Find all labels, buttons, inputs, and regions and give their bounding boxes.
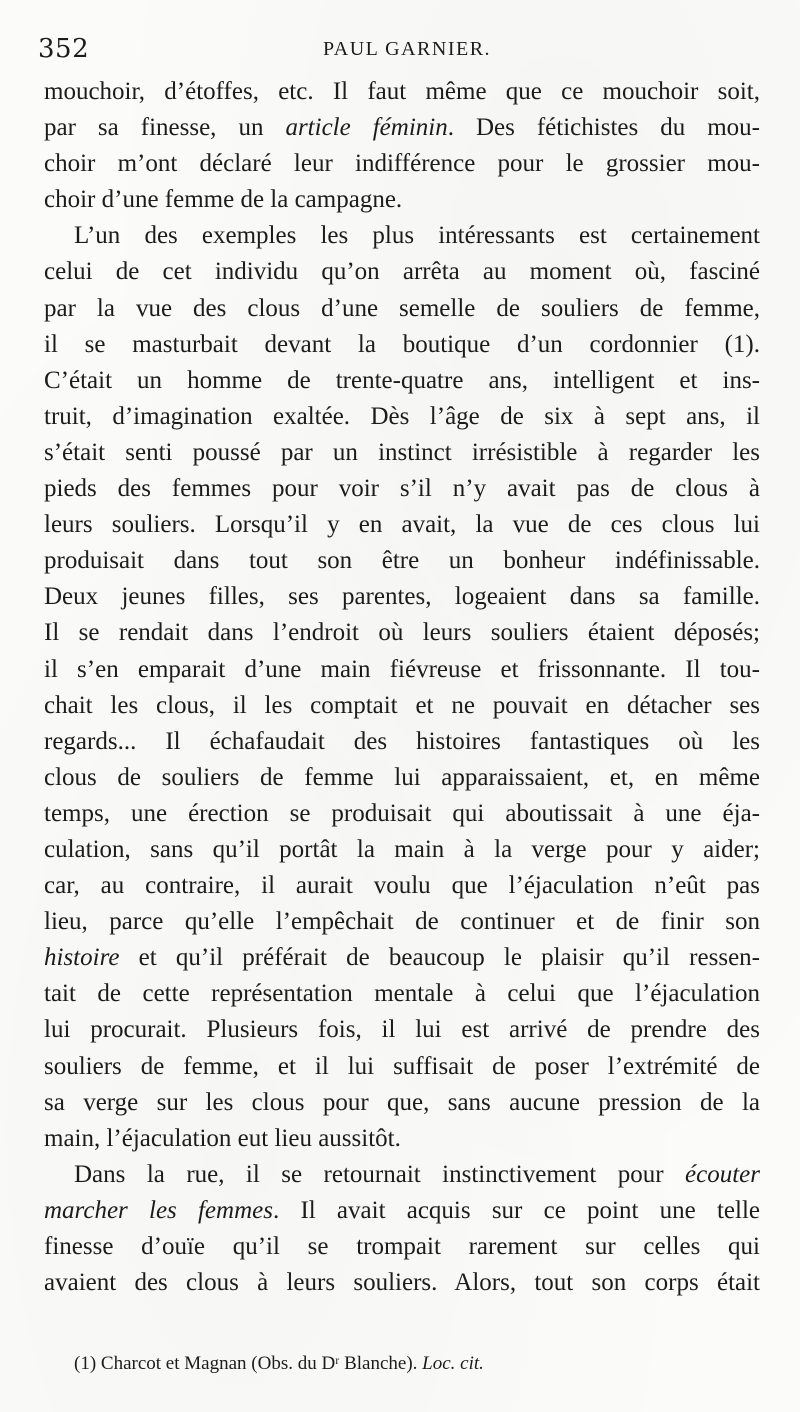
italic-text-segment: marcher les femmes — [44, 1196, 273, 1224]
text-line — [44, 796, 760, 832]
text-line — [44, 471, 760, 507]
text-line — [44, 976, 760, 1012]
text-line — [44, 435, 760, 471]
text-line — [44, 1265, 760, 1301]
text-segment: tait de cette représentation mentale à celui que l’éjaculation — [44, 980, 760, 1008]
text-segment: lieu, parce qu’elle l’empêchait de continuer et de finir son — [44, 908, 760, 936]
text-segment: souliers de femme, et il lui suffisait de poser l’extrémité de — [44, 1052, 760, 1080]
text-line — [44, 579, 760, 615]
text-segment: mouchoir, d’étoffes, etc. Il faut même que ce mouchoir soit, — [44, 78, 760, 105]
text-line — [44, 652, 760, 688]
body-text — [44, 74, 760, 1301]
text-line — [44, 74, 760, 110]
text-segment: . Des fétichistes du mou- — [447, 114, 761, 142]
text-segment: lui procurait. Plusieurs fois, il lui est arrivé de prendre des — [44, 1016, 760, 1044]
text-segment: chait les clous, il les comptait et ne pouvait en détacher ses — [44, 691, 760, 719]
text-line — [44, 254, 760, 290]
text-line — [44, 291, 760, 327]
text-segment: choir d’une femme de la campagne. — [44, 186, 403, 214]
text-line — [44, 218, 760, 254]
text-line — [44, 904, 760, 940]
text-line — [44, 1049, 760, 1085]
text-segment: temps, une érection se produisait qui aboutissait à une éja- — [44, 799, 760, 827]
text-line — [44, 1012, 760, 1048]
text-line — [44, 615, 760, 651]
text-segment: s’était senti poussé par un instinct irrésistible à regarder les — [44, 438, 760, 466]
italic-text-segment: article féminin — [285, 114, 448, 142]
text-line — [44, 363, 760, 399]
text-line — [44, 399, 760, 435]
text-segment: il se masturbait devant la boutique d’un cordonnier (1). — [44, 330, 760, 358]
text-line — [44, 760, 760, 796]
text-line — [44, 1193, 760, 1229]
text-segment: il s’en emparait d’une main fiévreuse et frissonnante. Il tou- — [44, 655, 760, 683]
italic-text-segment: histoire — [44, 944, 120, 972]
text-segment: avaient des clous à leurs souliers. Alors, tout son corps était — [44, 1269, 760, 1297]
footnote-text: (1) Charcot et Magnan (Obs. du Dʳ Blanche). — [74, 1353, 423, 1374]
text-line — [44, 688, 760, 724]
text-segment: Deux jeunes filles, ses parentes, logeaient dans sa famille. — [44, 583, 760, 611]
text-line — [44, 1085, 760, 1121]
text-line — [44, 1157, 760, 1193]
text-segment: choir m’ont déclaré leur indifférence pour le grossier mou- — [44, 150, 760, 178]
text-segment: Il se rendait dans l’endroit où leurs souliers étaient déposés; — [44, 619, 760, 647]
text-line — [44, 724, 760, 760]
text-segment: finesse d’ouïe qu’il se trompait rarement sur celles qui — [44, 1233, 760, 1260]
text-line — [44, 543, 760, 579]
text-line — [44, 110, 760, 146]
italic-text-segment: écouter — [685, 1160, 760, 1188]
text-segment: truit, d’imagination exaltée. Dès l’âge de six à sept ans, il — [44, 402, 760, 430]
text-segment: sa verge sur les clous pour que, sans aucune pression de la — [44, 1088, 760, 1116]
footnote — [74, 1352, 758, 1376]
text-segment: pieds des femmes pour voir s’il n’y avait pas de clous à — [44, 475, 760, 503]
text-segment: par la vue des clous d’une semelle de souliers de femme, — [44, 294, 760, 322]
text-line — [44, 1229, 760, 1265]
text-segment: regards... Il échafaudait des histoires fantastiques où les — [44, 727, 760, 755]
text-segment: . Il avait acquis sur ce point une telle — [272, 1196, 760, 1224]
text-line — [44, 507, 760, 543]
text-line — [44, 327, 760, 363]
text-segment: leurs souliers. Lorsqu’il y en avait, la vue de ces clous lui — [44, 511, 760, 539]
text-segment: clous de souliers de femme lui apparaissaient, et, en même — [44, 763, 760, 791]
running-head: PAUL GARNIER. — [323, 38, 492, 60]
text-line — [44, 1121, 760, 1157]
text-line — [44, 146, 760, 182]
text-line — [44, 940, 760, 976]
text-segment: celui de cet individu qu’on arrêta au moment où, fasciné — [44, 258, 760, 286]
text-line — [44, 832, 760, 868]
text-segment: produisait dans tout son être un bonheur indéfinissable. — [44, 547, 760, 575]
footnote-citation: Loc. cit. — [422, 1353, 484, 1374]
page-header — [38, 34, 758, 74]
page-number: 352 — [38, 34, 90, 64]
text-segment: main, l’éjaculation eut lieu aussitôt. — [44, 1124, 401, 1152]
text-line — [44, 182, 760, 218]
text-segment: et qu’il préférait de beaucoup le plaisir qu’il ressen- — [119, 944, 760, 972]
text-segment: car, au contraire, il aurait voulu que l’éjaculation n’eût pas — [44, 872, 760, 900]
text-segment: C’était un homme de trente-quatre ans, intelligent et ins- — [44, 366, 760, 394]
text-line — [44, 868, 760, 904]
text-segment: L’un des exemples les plus intéressants est certainement — [74, 222, 760, 250]
text-segment: culation, sans qu’il portât la main à la verge pour y aider; — [44, 835, 760, 863]
text-segment: Dans la rue, il se retournait instinctivement pour — [74, 1160, 686, 1188]
text-segment: par sa finesse, un — [44, 114, 286, 142]
